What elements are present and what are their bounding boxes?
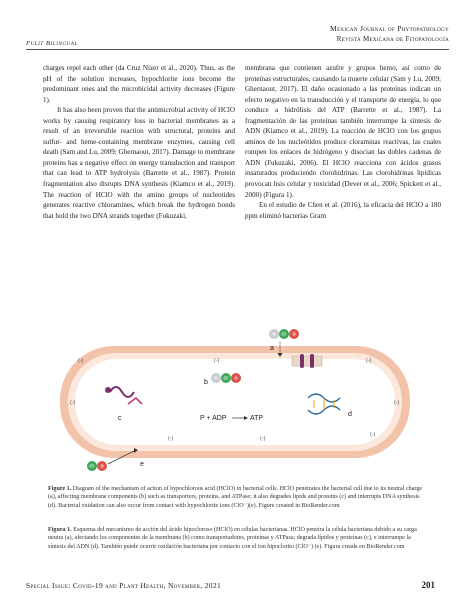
atom-label: O (292, 331, 296, 337)
atom-label: H (272, 331, 276, 337)
charge-label: (-) (366, 358, 372, 364)
header-rule (26, 49, 449, 50)
charge-label: (-) (260, 436, 266, 442)
charge-label: (-) (70, 400, 76, 406)
left-column-en (43, 63, 235, 221)
figure-caption-en (48, 485, 428, 510)
reaction-product: ATP (250, 415, 264, 422)
left-paragraph-2: It has also been proven that the antimicrobial activity of HClO works by causing respiratory loss in bacterial membranes as a result of an irreversible reaction with structural, proteins and sulfur- and heme-containing membrane enzymes, causing cell death (Sam and Lu, 2009; Ghernaout, 2017). Damage to membrane proteins has a negative effect on energy transduction and transport that can lead to ATP hydrolysis (Barrette et al., 1987). Protein fragmentation also disrupts DNA synthesis (Kiamco et al., 2019). The reaction of HClO with the amino groups of nucleotides generates reactive chloramines, which break the hydrogen bonds that hold the two DNA strands together (Fukuzaki, (43, 106, 235, 220)
caption-label-es: Figura 1. (48, 527, 72, 533)
right-paragraph-1: membrana que contienen azufre y grupos hemo, así como de proteínas estructurales, causando la muerte celular (Sam y Lu, 2009; Ghernaout, 2017). El daño ocasionado a las proteínas indican un efecto negativo en la transducción y el transporte de energía, lo que conduce a hidrólisis del ATP (Barrette et al., 1987). La fragmentación de las proteínas también interrumpe la síntesis de ADN (Kiamco et al., 2019). La reacción de HClO con los grupos aminos de los nucleótidos produce cloraminas reactivas, las cuales rompen los enlaces de hidrógeno y disocian las dobles cadenas de ADN (Fukuzaki, 2006). El HClO reacciona con ácidos grasos insaturados produciendo clorohidrinas. Las clorohidrinas lipídicas provocan lisis celular y toxicidad (Dever et al., 2006; Spickett et al., 2000) (Figura 1). (245, 64, 441, 199)
atom-label: H (214, 375, 218, 381)
protein-node (105, 387, 111, 393)
charge-label: (-) (214, 358, 220, 364)
charge-label: (-) (168, 436, 174, 442)
cytoplasm (75, 359, 395, 445)
journal-name-en: Mexican Journal of Phytopathology (330, 24, 449, 33)
atom-label: O (234, 375, 238, 381)
lipid-bilayer-patch (292, 356, 322, 366)
atom-label: O (100, 463, 104, 469)
bacterial-cell-illustration (48, 328, 434, 476)
left-paragraph-1: charges repel each other (da Cruz Nizer et al., 2020). Thus, as the pH of the solution increases, hypochlorite ions become the predominant ones and the microbicidal activity decreases (Figure 1). (43, 64, 235, 104)
label-c: c (118, 415, 122, 422)
caption-text-en: Diagram of the mechanism of action of hypochlorous acid (HClO) in bacterial cells. HClO penetrates the bacterial cell due to its neutral charge (a), affecting membrane components (b) such as transporters, proteins, and ATPase; it also degrades lipids and proteins (c) and interrupts DNA synthesis (d). Bacterial oxidation can also occur from contact with hypochlorite ions (ClO⁻)(e). Figure created in BioRender.com (48, 486, 423, 509)
label-b: b (204, 379, 208, 386)
caption-label-en: Figure 1. (48, 486, 72, 492)
hypochlorite-ion (87, 461, 107, 471)
running-head-authors: Fulit Bilingual (26, 40, 78, 47)
label-e: e (140, 461, 144, 468)
label-d: d (348, 411, 352, 418)
footer-issue: Special Issue: Covid-19 and Plant Health, November, 2021 (26, 581, 222, 590)
atom-label: Cl (223, 375, 228, 381)
channel-protein (310, 354, 314, 368)
page-number: 201 (421, 580, 435, 590)
hclo-molecule-membrane (211, 373, 241, 383)
charge-label: (-) (370, 432, 376, 438)
channel-protein (300, 354, 304, 368)
running-head-journal (330, 24, 449, 44)
atom-label: Cl (281, 331, 286, 337)
charge-label: (-) (78, 358, 84, 364)
figure-1-diagram (48, 328, 434, 476)
right-paragraph-2: En el estudio de Chen et al. (2016), la eficacia del HClO a 180 ppm eliminó bacterias Gram (245, 201, 441, 220)
caption-text-es: Esquema del mecanismo de acción del ácido hipocloroso (HClO) en células bacterianas. HClO penetra la célula bacteriana debido a su carga neutra (a), afectando los componentes de la membrana (b) como transportadores, proteínas y ATPasa; degrada lípidos y proteínas (c), e interrumpe la síntesis del ADN (d). También puede ocurrir oxidación bacteriana por contacto con el ion hipoclorito (ClO⁻) (e). Figura creada en BioRender.com (48, 527, 417, 550)
label-a: a (270, 345, 274, 352)
membrane-transporter (292, 354, 322, 368)
hclo-molecule-outside (269, 329, 299, 339)
right-column-es (245, 63, 441, 221)
charge-label: (-) (394, 400, 400, 406)
figure-caption-es (48, 526, 428, 551)
reaction-reactants: P + ADP (200, 415, 227, 422)
journal-name-es: Revista Mexicana de Fitopatología (336, 35, 449, 43)
atom-label: Cl (89, 463, 94, 469)
